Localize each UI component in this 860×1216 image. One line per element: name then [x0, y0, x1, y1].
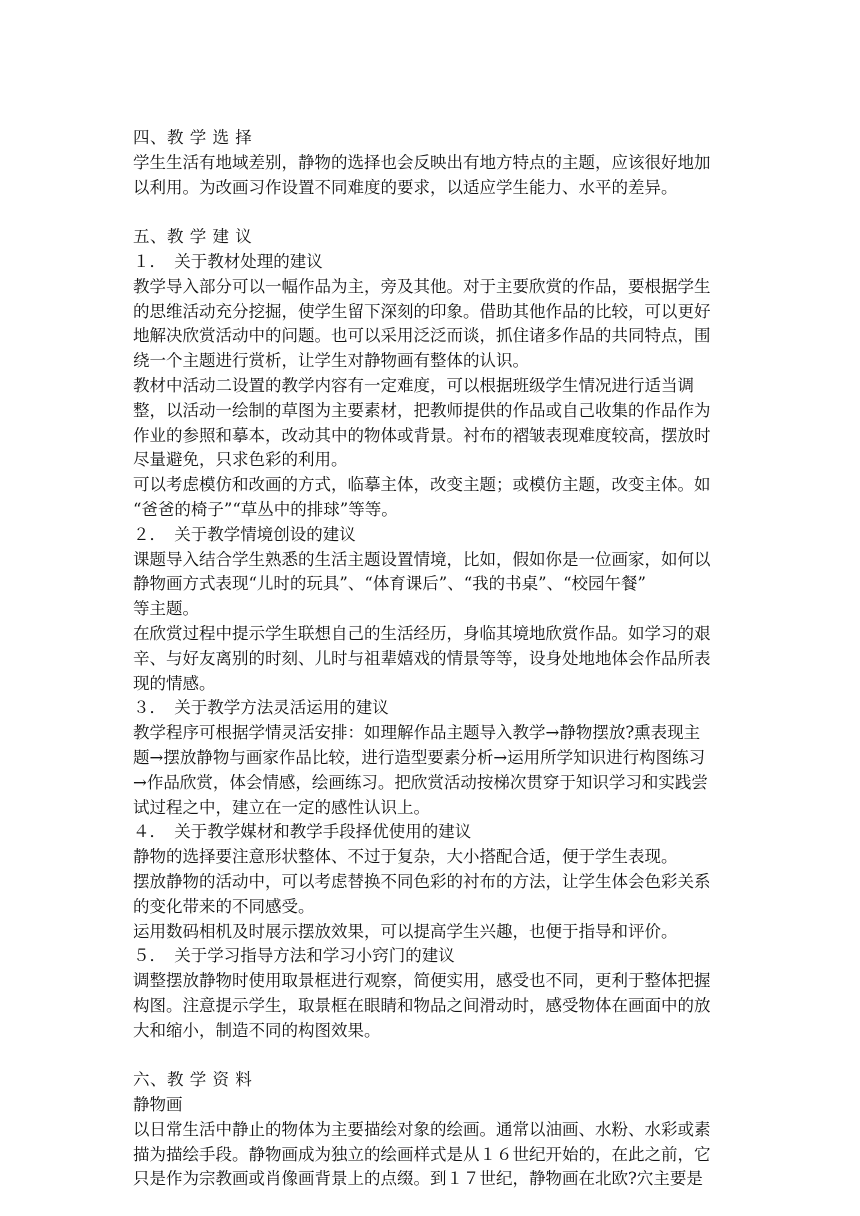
subheading-1: １． 关于教材处理的建议	[133, 251, 323, 271]
paragraph-line: “爸爸的椅子”“草丛中的排球”等等。	[133, 499, 398, 519]
paragraph-line: 以利用。为改画习作设置不同难度的要求，以适应学生能力、水平的差异。	[133, 177, 678, 197]
paragraph-line: 等主题。	[133, 599, 199, 619]
paragraph-line: 辛、与好友离别的时刻、儿时与祖辈嬉戏的情景等等，设身处地地体会作品所表	[133, 648, 711, 668]
paragraph-line: 描为描绘手段。静物画成为独立的绘画样式是从１６世纪开始的，在此之前，它	[133, 1144, 711, 1164]
paragraph-line: 静物的选择要注意形状整体、不过于复杂，大小搭配合适，便于学生表现。	[133, 847, 678, 867]
blank-line	[133, 200, 743, 225]
paragraph-line: 在欣赏过程中提示学生联想自己的生活经历，身临其境地欣赏作品。如学习的艰	[133, 623, 711, 643]
paragraph-line: 地解决欣赏活动中的问题。也可以采用泛泛而谈，抓住诸多作品的共同特点，围	[133, 326, 711, 346]
paragraph-line: 教学导入部分可以一幅作品为主，旁及其他。对于主要欣赏的作品，要根据学生	[133, 276, 711, 296]
subheading-4: ４． 关于教学媒材和教学手段择优使用的建议	[133, 822, 472, 842]
paragraph-line: 题→摆放静物与画家作品比较，进行造型要素分析→运用所学知识进行构图练习	[133, 747, 706, 767]
section-heading-teaching-suggestions: 五、教 学 建 议	[133, 227, 253, 247]
paragraph-line: 现的情感。	[133, 673, 216, 693]
paragraph-line: 教材中活动二设置的教学内容有一定难度，可以根据班级学生情况进行适当调	[133, 375, 694, 395]
paragraph-line: 的思维活动充分挖掘，使学生留下深刻的印象。借助其他作品的比较，可以更好	[133, 301, 711, 321]
paragraph-line: 静物画方式表现“儿时的玩具”、“体育课后”、“我的书桌”、“校园午餐”	[133, 574, 646, 594]
paragraph-line: 大和缩小，制造不同的构图效果。	[133, 1020, 381, 1040]
paragraph-line: 可以考虑模仿和改画的方式，临摹主体，改变主题；或模仿主题，改变主体。如	[133, 475, 711, 495]
subheading-2: ２． 关于教学情境创设的建议	[133, 524, 356, 544]
term-title: 静物画	[133, 1095, 183, 1115]
subheading-5: ５． 关于学习指导方法和学习小窍门的建议	[133, 946, 455, 966]
paragraph-line: 尽量避免，只求色彩的利用。	[133, 450, 348, 470]
paragraph-line: 整，以活动一绘制的草图为主要素材，把教师提供的作品或自己收集的作品作为	[133, 400, 711, 420]
paragraph-line: 教学程序可根据学情灵活安排：如理解作品主题导入教学→静物摆放?熏表现主	[133, 723, 701, 743]
section-heading-teaching-materials: 六、教 学 资 料	[133, 1070, 253, 1090]
paragraph-line: 绕一个主题进行赏析，让学生对静物画有整体的认识。	[133, 351, 529, 371]
paragraph-line: 运用数码相机及时展示摆放效果，可以提高学生兴趣，也便于指导和评价。	[133, 921, 678, 941]
section-heading-teaching-choice: 四、教 学 选 择	[133, 128, 253, 147]
paragraph-line: 构图。注意提示学生，取景框在眼睛和物品之间滑动时，感受物体在画面中的放	[133, 995, 711, 1015]
blank-line	[133, 1043, 743, 1068]
paragraph-line: 的变化带来的不同感受。	[133, 896, 315, 916]
paragraph-line: 作业的参照和摹本，改动其中的物体或背景。衬布的褶皱表现难度较高，摆放时	[133, 425, 711, 445]
paragraph-line: 调整摆放静物时使用取景框进行观察，简便实用，感受也不同，更利于整体把握	[133, 971, 711, 991]
paragraph-line: →作品欣赏，体会情感，绘画练习。把欣赏活动按梯次贯穿于知识学习和实践尝	[133, 772, 708, 792]
paragraph-line: 以日常生活中静止的物体为主要描绘对象的绘画。通常以油画、水粉、水彩或素	[133, 1119, 711, 1139]
paragraph-line: 学生生活有地域差别，静物的选择也会反映出有地方特点的主题，应该很好地加	[133, 152, 711, 172]
subheading-3: ３． 关于教学方法灵活运用的建议	[133, 698, 389, 718]
paragraph-line: 课题导入结合学生熟悉的生活主题设置情境，比如，假如你是一位画家，如何以	[133, 549, 711, 569]
document-page	[133, 126, 743, 1192]
paragraph-line: 摆放静物的活动中，可以考虑替换不同色彩的衬布的方法，让学生体会色彩关系	[133, 871, 711, 891]
paragraph-line: 试过程之中，建立在一定的感性认识上。	[133, 797, 430, 817]
paragraph-line: 只是作为宗教画或肖像画背景上的点缀。到１７世纪，静物画在北欧?穴主要是	[133, 1169, 703, 1189]
